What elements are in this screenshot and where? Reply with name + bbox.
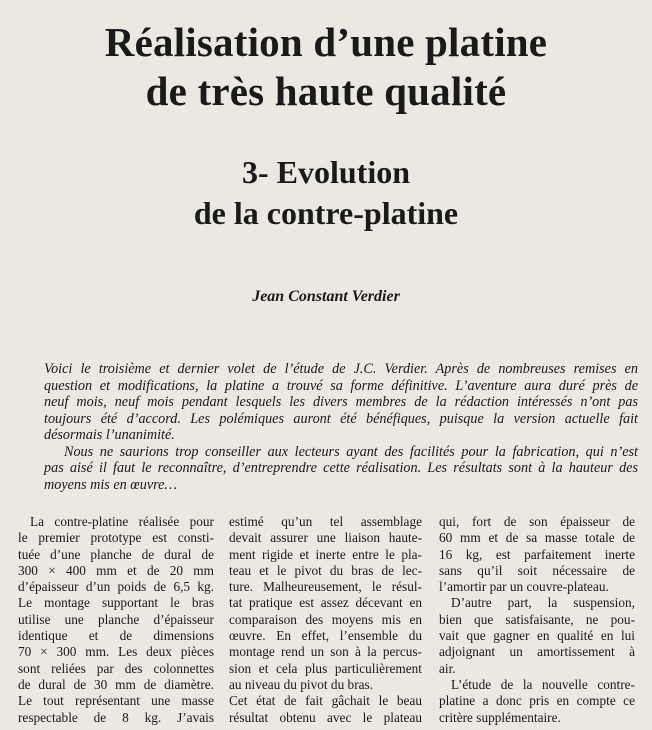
intro-paragraph — [24, 361, 638, 444]
text-line: Cet état de fait gâchait le beau — [229, 693, 422, 709]
body-column-2 — [229, 514, 422, 726]
title-line: Réalisation d’une platine — [104, 19, 548, 65]
text-line: air. — [439, 660, 456, 676]
text-line: toujours été d’accord. Les polémiques auront été bénéfiques, puisque la version actuelle fait — [44, 410, 638, 427]
text-line: La contre-platine réalisée pour — [30, 514, 214, 529]
text-line: sion et cela plus particulièrement — [229, 660, 422, 676]
subtitle-line: de la contre-platine — [193, 195, 459, 231]
text-line: 70 × 300 mm. Les deux pièces — [18, 644, 214, 660]
text-line: D’autre part, la suspension, — [451, 595, 635, 611]
text-line: vait que gagner en qualité en lui — [439, 628, 635, 644]
text-line: Le montage supportant le bras — [18, 595, 214, 611]
text-line: critère supplémentaire. — [439, 709, 561, 725]
author-byline: Jean Constant Verdier — [252, 288, 400, 305]
text-line: identique et de dimensions — [18, 628, 214, 644]
text-line: sans qu’il soit nécessaire de — [439, 562, 635, 578]
text-line: estimé qu’un tel assemblage — [229, 514, 422, 529]
text-line: Voici le troisième et dernier volet de l’étude de J.C. Verdier. Après de nombreuses remises en — [44, 361, 638, 377]
text-line: 60 mm et de sa masse totale de — [439, 530, 635, 546]
text-line: sont reliées par des colonnettes — [18, 660, 214, 676]
text-line: au niveau du pivot du bras. — [229, 676, 374, 692]
title-line: de très haute qualité — [145, 68, 507, 114]
text-line: ture. Malheureusement, le résul- — [229, 579, 422, 595]
article-title — [0, 18, 652, 116]
text-line: tat pratique est assez décevant en — [229, 595, 422, 611]
text-line: respectable de 8 kg. J’avais — [18, 709, 214, 725]
subtitle-line: 3- Evolution — [241, 154, 411, 190]
text-line: Le tout représentant une masse — [18, 693, 214, 709]
text-line: utilise une planche d’épaisseur — [18, 611, 214, 627]
text-line: l’amortir par un couvre-plateau. — [439, 579, 609, 595]
text-line: question et modifications, la platine a trouvé sa forme définitive. L’aventure aura duré près de — [44, 377, 638, 394]
text-line: désormais l’unanimité. — [44, 427, 175, 443]
text-line: adjoignant un amortissement à — [439, 644, 635, 660]
text-line: devait assurer une liaison haute- — [229, 530, 422, 546]
body-column-3 — [439, 514, 635, 726]
text-line: le premier prototype est consti- — [18, 530, 214, 546]
text-line: résultat obtenu avec le plateau — [229, 709, 422, 725]
text-line: moyens mis en œuvre… — [44, 476, 178, 493]
text-line: teau et le pivot du bras de lec- — [229, 562, 422, 578]
text-line: qui, fort de son épaisseur de — [439, 514, 635, 529]
text-line: comparaison des moyens mis en — [229, 611, 422, 627]
intro-paragraph — [24, 444, 638, 494]
article-subtitle — [0, 152, 652, 234]
text-line: L’étude de la nouvelle contre- — [451, 676, 635, 692]
text-line: tuée d’une planche de dural de — [18, 546, 214, 562]
text-line: neuf mois, neuf mois pendant lesquels les divers membres de la rédaction intéressés n’ont pas — [44, 394, 638, 410]
text-line: 300 × 400 mm et de 20 mm — [18, 562, 214, 578]
text-line: de dural de 30 mm de diamètre. — [18, 676, 214, 692]
text-line: montage rend un son à la percus- — [229, 644, 422, 660]
text-line: Nous ne saurions trop conseiller aux lecteurs ayant des facilités pour la fabrication, qui n’est — [64, 443, 638, 460]
text-line: 16 kg, est parfaitement inerte — [439, 546, 635, 562]
text-line: d’épaisseur d’un poids de 6,5 kg. — [18, 579, 214, 595]
text-line: œuvre. En effet, l’ensemble du — [229, 628, 422, 644]
text-line: pas aisé il faut le reconnaître, d’entreprendre cette réalisation. Les résultats sont à la hauteur des — [44, 460, 638, 476]
text-line: bien que satisfaisante, ne pou- — [439, 611, 635, 627]
intro-paragraphs — [24, 361, 638, 493]
body-column-1 — [18, 514, 214, 726]
text-line: platine a donc pris en compte ce — [439, 693, 635, 709]
text-line: ment rigide et inerte entre le pla- — [229, 546, 422, 562]
